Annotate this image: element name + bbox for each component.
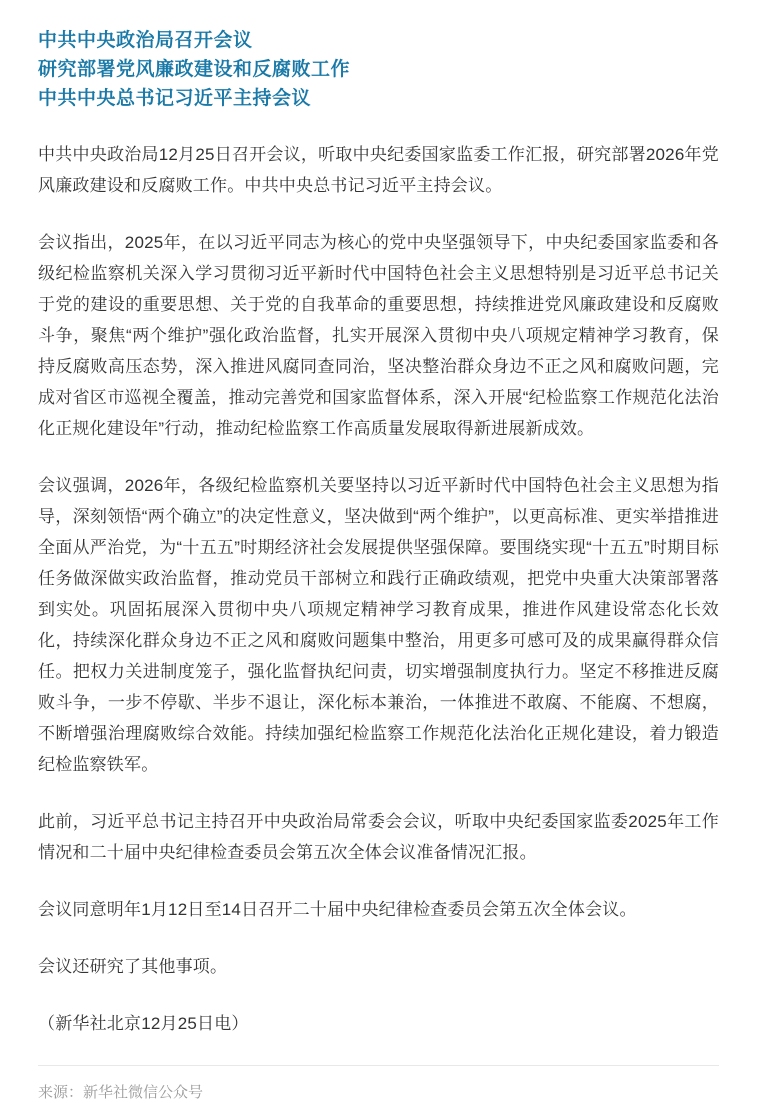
article-paragraph-2026-plan: 会议强调，2026年，各级纪检监察机关要坚持以习近平新时代中国特色社会主义思想为指导，深刻领悟“两个确立”的决定性意义，坚决做到“两个维护”，以更高标准、更实举措推进全面从严治党，为“十五五”时期经济社会发展提供坚强保障。要围绕实现“十五五”时期目标任务做深做实政治监督，推动党员干部树立和践行正确政绩观，把党中央重大决策部署落到实处。巩固拓展深入贯彻中央八项规定精神学习教育成果，推进作风建设常态化长效化，持续深化群众身边不正之风和腐败问题集中整治，用更多可感可及的成果赢得群众信任。把权力关进制度笼子，强化监督执纪问责，切实增强制度执行力。坚定不移推进反腐败斗争，一步不停歇、半步不退让，深化标本兼治，一体推进不敢腐、不能腐、不想腐，不断增强治理腐败综合效能。持续加强纪检监察工作规范化法治化正规化建设，着力锻造纪检监察铁军。 <box>38 476 719 774</box>
article-title-line-3: 中共中央总书记习近平主持会议 <box>38 88 312 109</box>
article-paragraph-plenary-date: 会议同意明年1月12日至14日召开二十届中央纪律检查委员会第五次全体会议。 <box>38 900 637 919</box>
article-paragraph-2025-review: 会议指出，2025年，在以习近平同志为核心的党中央坚强领导下，中央纪委国家监委和各级纪检监察机关深入学习贯彻习近平新时代中国特色社会主义思想特别是习近平总书记关于党的建设的重要思想、关于党的自我革命的重要思想，持续推进党风廉政建设和反腐败斗争，聚焦“两个维护”强化政治监督，扎实开展深入贯彻中央八项规定精神学习教育，保持反腐败高压态势，深入推进风腐同查同治，坚决整治群众身边不正之风和腐败问题，完成对省区市巡视全覆盖，推动完善党和国家监督体系，深入开展“纪检监察工作规范化法治化正规化建设年”行动，推动纪检监察工作高质量发展取得新进展新成效。 <box>38 233 719 438</box>
article-paragraph-standing-committee: 此前，习近平总书记主持召开中央政治局常委会会议，听取中央纪委国家监委2025年工作情况和二十届中央纪律检查委员会第五次全体会议准备情况汇报。 <box>38 812 719 862</box>
article-title-line-2: 研究部署党风廉政建设和反腐败工作 <box>38 59 351 80</box>
article-paragraph-other-matters: 会议还研究了其他事项。 <box>38 957 228 976</box>
article-title-line-1: 中共中央政治局召开会议 <box>38 30 253 51</box>
article-paragraph-lead: 中共中央政治局12月25日召开会议，听取中央纪委国家监委工作汇报，研究部署2026年党风廉政建设和反腐败工作。中共中央总书记习近平主持会议。 <box>38 145 719 195</box>
article-paragraph-xinhua-dateline: （新华社北京12月25日电） <box>38 1014 249 1033</box>
article-body <box>38 139 719 1039</box>
article-title <box>38 26 719 113</box>
source-line: 来源：新华社微信公众号 <box>38 1084 204 1101</box>
